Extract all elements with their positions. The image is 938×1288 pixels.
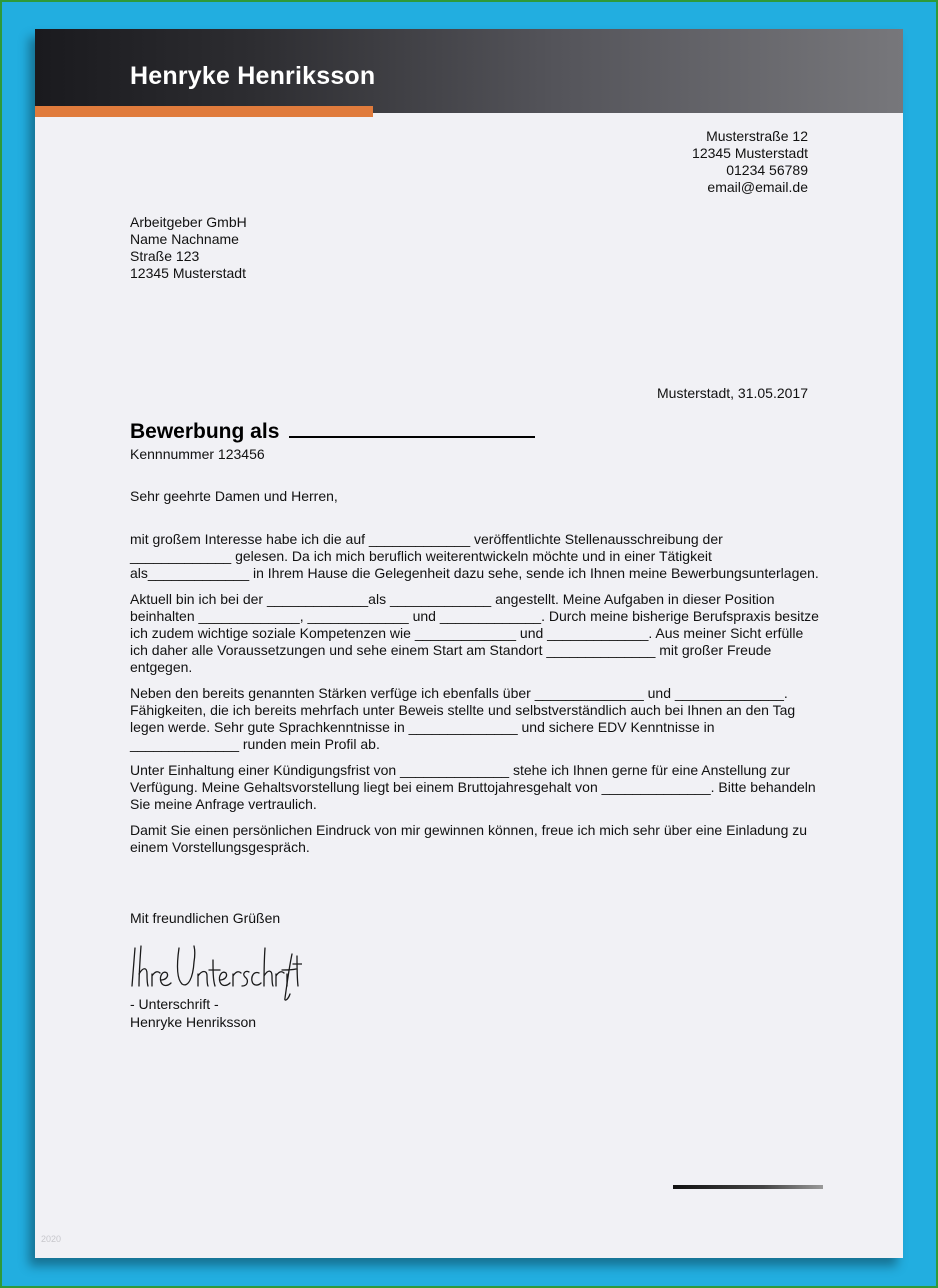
sender-address (692, 128, 808, 196)
reference-number: Kennnummer 123456 (130, 446, 265, 462)
recipient-address (130, 214, 247, 282)
header-bar (35, 29, 903, 113)
sender-city: 12345 Musterstadt (692, 145, 808, 161)
footer-rule (673, 1185, 823, 1189)
recipient-city: 12345 Musterstadt (130, 265, 246, 281)
letter-body (130, 488, 820, 865)
signature-label: - Unterschrift - (130, 996, 219, 1012)
signature-name: Henryke Henriksson (130, 1014, 257, 1030)
applicant-name-heading: Henryke Henriksson (130, 62, 376, 90)
subject-blank (289, 436, 535, 438)
paragraph-current-position: Aktuell bin ich bei der _____________als _____________ angestellt. Meine Aufgaben in dieser Position beinhalten _____________, _____________ und _____________. Durch meine bisherige Berufspraxis besitze ich zudem wichtige soziale Kompetenzen wie _____________ und _____________. Aus meiner Sicht erfülle ich daher alle Voraussetzungen und sehe einem Start am Standort ______________ mit großer Freude entgegen. (130, 591, 819, 675)
sender-street: Musterstraße 12 (706, 128, 808, 144)
accent-bar (35, 106, 373, 117)
paragraph-closing: Damit Sie einen persönlichen Eindruck von mir gewinnen können, freue ich mich sehr über eine Einladung zu einem Vorstellungsgespräch. (130, 822, 808, 855)
sender-email: email@email.de (707, 179, 808, 195)
paragraph-intro: mit großem Interesse habe ich die auf _____________ veröffentlichte Stellenausschreibung der _____________ gelesen. Da ich mich beruflich weiterentwickeln möchte und in einer Tätigkeit als_____________ in Ihrem Hause die Gelegenheit dazu sehe, sende ich Ihnen meine Bewerbungsunterlagen. (130, 531, 819, 581)
closing-salutation: Mit freundlichen Grüßen (130, 910, 281, 926)
paragraph-skills: Neben den bereits genannten Stärken verfüge ich ebenfalls über ______________ und ______________. Fähigkeiten, die ich bereits mehrfach unter Beweis stellte und selbstverständlich auch bei Ihnen an den Tag legen werde. Sehr gute Sprachkenntnisse in ______________ und sichere EDV Kenntnisse in ______________ runden mein Profil ab. (130, 685, 796, 752)
corner-mark: 2020 (41, 1234, 62, 1244)
recipient-contact: Name Nachname (130, 231, 239, 247)
handwritten-signature (127, 934, 302, 1004)
paragraph-availability: Unter Einhaltung einer Kündigungsfrist von ______________ stehe ich Ihnen gerne für eine Anstellung zur Verfügung. Meine Gehaltsvorstellung liegt bei einem Bruttojahresgehalt von ______________. Bitte behandeln Sie meine Anfrage vertraulich. (130, 762, 816, 812)
recipient-company: Arbeitgeber GmbH (130, 214, 247, 230)
subject-line (130, 420, 535, 444)
greeting: Sehr geehrte Damen und Herren, (130, 488, 338, 504)
letter-date: Musterstadt, 31.05.2017 (657, 385, 808, 401)
signature-block (130, 995, 256, 1031)
sender-phone: 01234 56789 (726, 162, 808, 178)
recipient-street: Straße 123 (130, 248, 200, 264)
subject-text: Bewerbung als (130, 420, 280, 443)
letter-page (35, 29, 903, 1258)
